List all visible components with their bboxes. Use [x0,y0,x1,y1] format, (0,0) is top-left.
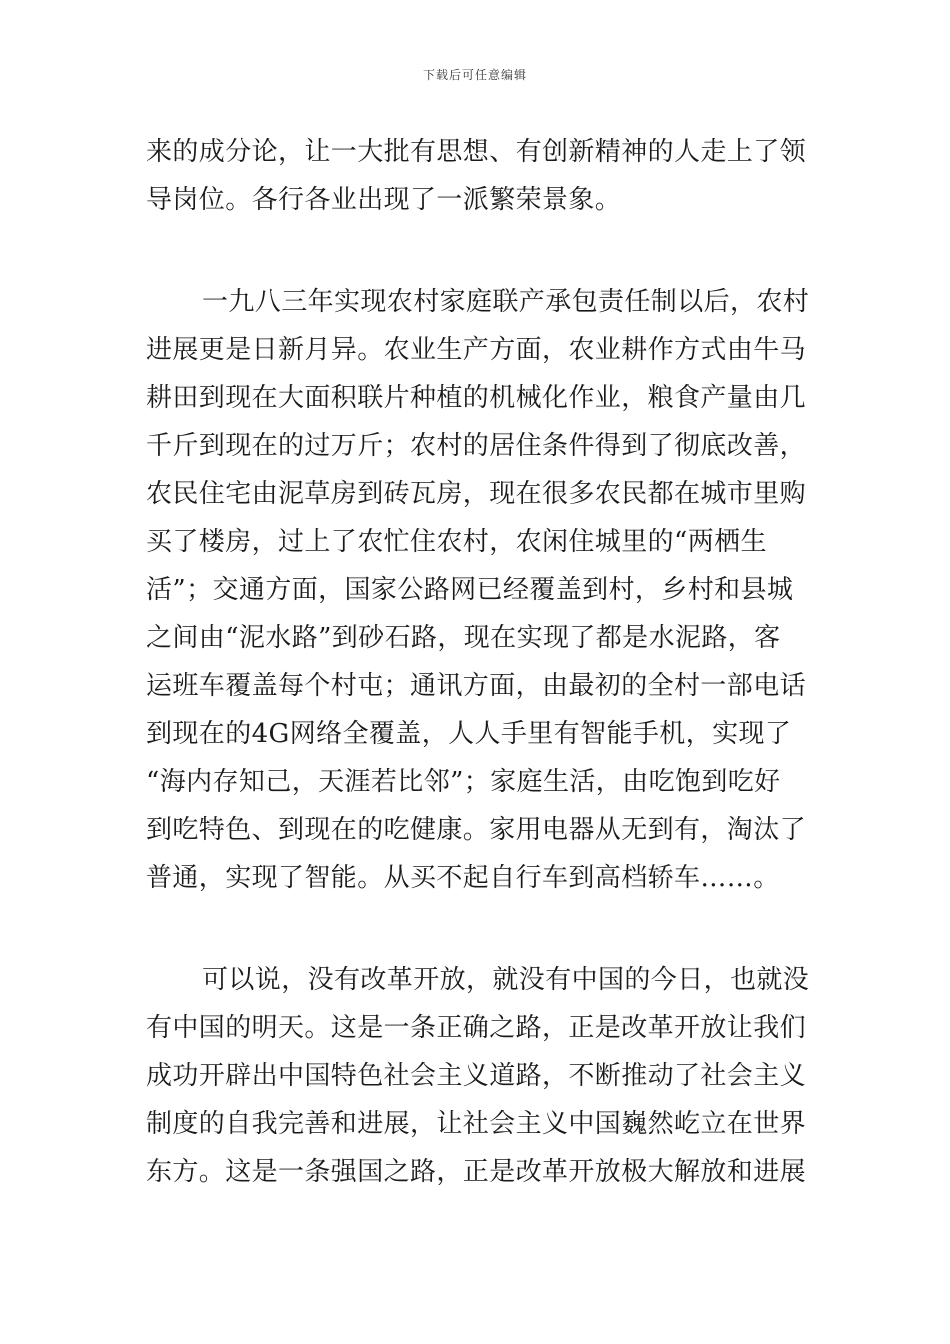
paragraph-line: 之间由“泥水路”到砂石路，现在实现了都是水泥路，客 [146,623,781,653]
paragraph-line: 农民住宅由泥草房到砖瓦房，现在很多农民都在城市里购 [146,479,807,509]
paragraph-line: 千斤到现在的过万斤；农村的居住条件得到了彻底改善， [146,431,807,461]
paragraph-line: 制度的自我完善和进展，让社会主义中国巍然屹立在世界 [146,1109,807,1139]
paragraph-line: 耕田到现在大面积联片种植的机械化作业，粮食产量由几 [146,383,807,413]
paragraph-line: “海内存知己，天涯若比邻”；家庭生活，由吃饱到吃好 [146,767,781,797]
paragraph-line: 进展更是日新月异。农业生产方面，农业耕作方式由牛马 [146,335,807,365]
paragraph-line: 东方。这是一条强国之路，正是改革开放极大解放和进展 [146,1157,807,1187]
paragraph-line: 来的成分论，让一大批有思想、有创新精神的人走上了领 [146,137,807,167]
paragraph-line: 买了楼房，过上了农忙住农村，农闲住城里的“两栖生 [146,527,767,557]
paragraph-line: 运班车覆盖每个村屯；通讯方面，由最初的全村一部电话 [146,671,807,701]
paragraph-3 [146,956,808,1196]
paragraph-line: 到吃特色、到现在的吃健康。家用电器从无到有，淘汰了 [146,815,807,845]
paragraph-line: 普通，实现了智能。从买不起自行车到高档轿车……。 [146,863,780,893]
paragraph-line: 成功开辟出中国特色社会主义道路，不断推动了社会主义 [146,1061,807,1091]
paragraph-line: 可以说，没有改革开放，就没有中国的今日，也就没 [202,965,810,995]
paragraph-line: 导岗位。各行各业出现了一派繁荣景象。 [146,185,622,215]
paragraph-2 [146,278,808,902]
paragraph-line: 活”；交通方面，国家公路网已经覆盖到村，乡村和县城 [146,575,794,605]
paragraph-1 [146,128,808,224]
paragraph-line: 一九八三年实现农村家庭联产承包责任制以后，农村 [202,287,810,317]
document-body [146,128,808,1196]
paragraph-line: 有中国的明天。这是一条正确之路，正是改革开放让我们 [146,1013,807,1043]
paragraph-line: 到现在的4G网络全覆盖，人人手里有智能手机，实现了 [146,719,792,749]
page-header-note: 下载后可任意编辑 [422,68,527,82]
